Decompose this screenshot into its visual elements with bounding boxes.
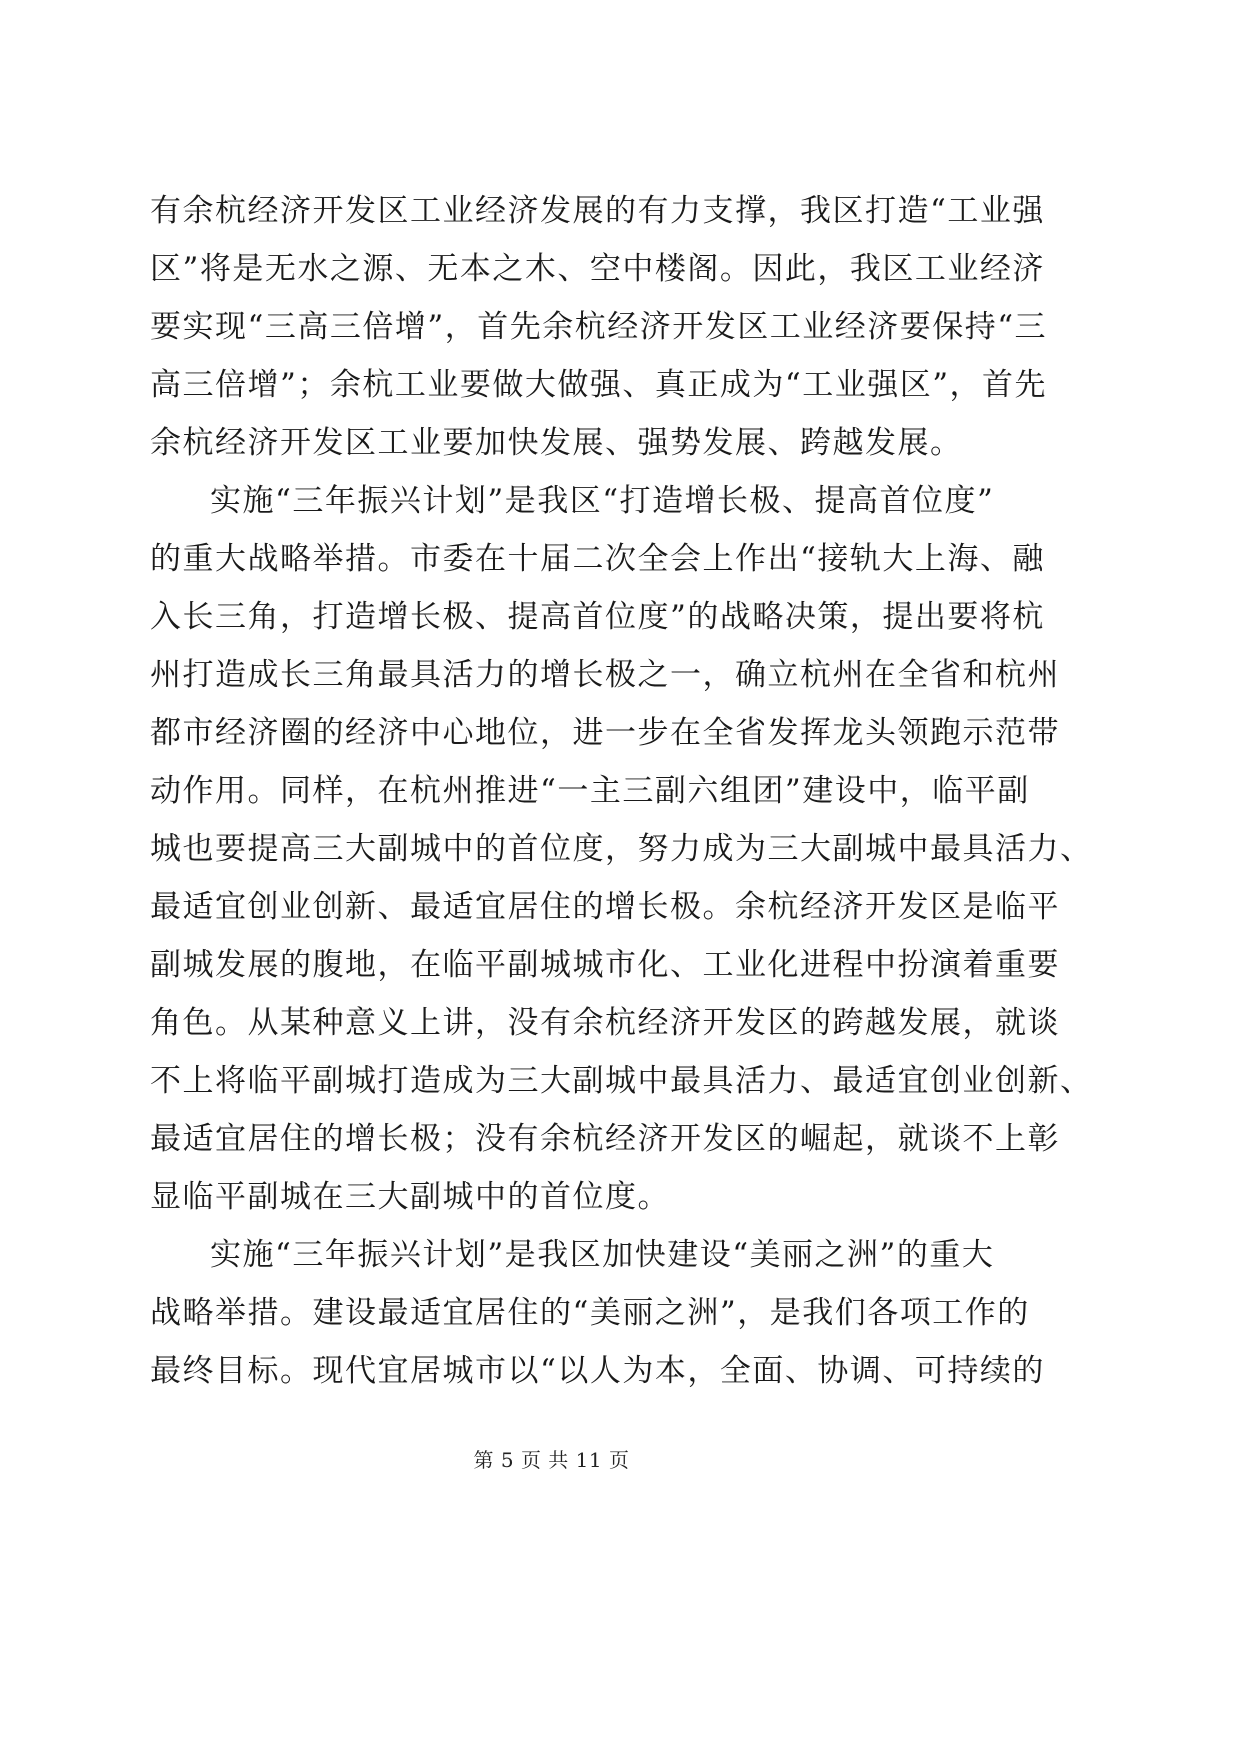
text-line: 副城发展的腹地，在临平副城城市化、工业化进程中扮演着重要 bbox=[150, 947, 1060, 983]
body-text bbox=[150, 182, 1093, 1400]
text-line: 角色。从某种意义上讲，没有余杭经济开发区的跨越发展，就谈 bbox=[150, 1005, 1060, 1041]
text-line: 动作用。同样，在杭州推进“一主三副六组团”建设中，临平副 bbox=[150, 773, 1030, 809]
text-line: 城也要提高三大副城中的首位度，努力成为三大副城中最具活力、 bbox=[150, 831, 1093, 867]
text-line: 有余杭经济开发区工业经济发展的有力支撑，我区打造“工业强 bbox=[150, 193, 1045, 229]
paragraph-first-line: 实施“三年振兴计划”是我区“打造增长极、提高首位度” bbox=[210, 483, 995, 519]
text-line: 州打造成长三角最具活力的增长极之一，确立杭州在全省和杭州 bbox=[150, 657, 1060, 693]
text-line: 显临平副城在三大副城中的首位度。 bbox=[150, 1179, 670, 1215]
text-line: 最适宜创业创新、最适宜居住的增长极。余杭经济开发区是临平 bbox=[150, 889, 1060, 925]
text-line: 不上将临平副城打造成为三大副城中最具活力、最适宜创业创新、 bbox=[150, 1063, 1093, 1099]
text-line: 的重大战略举措。市委在十届二次全会上作出“接轨大上海、融 bbox=[150, 541, 1045, 577]
page-footer bbox=[0, 1447, 1103, 1473]
paragraph-first-line: 实施“三年振兴计划”是我区加快建设“美丽之洲”的重大 bbox=[210, 1237, 995, 1273]
text-line: 战略举措。建设最适宜居住的“美丽之洲”，是我们各项工作的 bbox=[150, 1295, 1030, 1331]
text-line: 余杭经济开发区工业要加快发展、强势发展、跨越发展。 bbox=[150, 425, 963, 461]
text-line: 入长三角，打造增长极、提高首位度”的战略决策，提出要将杭 bbox=[150, 599, 1045, 635]
text-line: 区”将是无水之源、无本之木、空中楼阁。因此，我区工业经济 bbox=[150, 251, 1045, 287]
text-line: 都市经济圈的经济中心地位，进一步在全省发挥龙头领跑示范带 bbox=[150, 715, 1060, 751]
page-number: 第 5 页 共 11 页 bbox=[473, 1448, 630, 1472]
text-line: 高三倍增”；余杭工业要做大做强、真正成为“工业强区”，首先 bbox=[150, 367, 1048, 403]
text-line: 最终目标。现代宜居城市以“以人为本，全面、协调、可持续的 bbox=[150, 1353, 1045, 1389]
text-line: 要实现“三高三倍增”，首先余杭经济开发区工业经济要保持“三 bbox=[150, 309, 1048, 345]
text-line: 最适宜居住的增长极；没有余杭经济开发区的崛起，就谈不上彰 bbox=[150, 1121, 1060, 1157]
